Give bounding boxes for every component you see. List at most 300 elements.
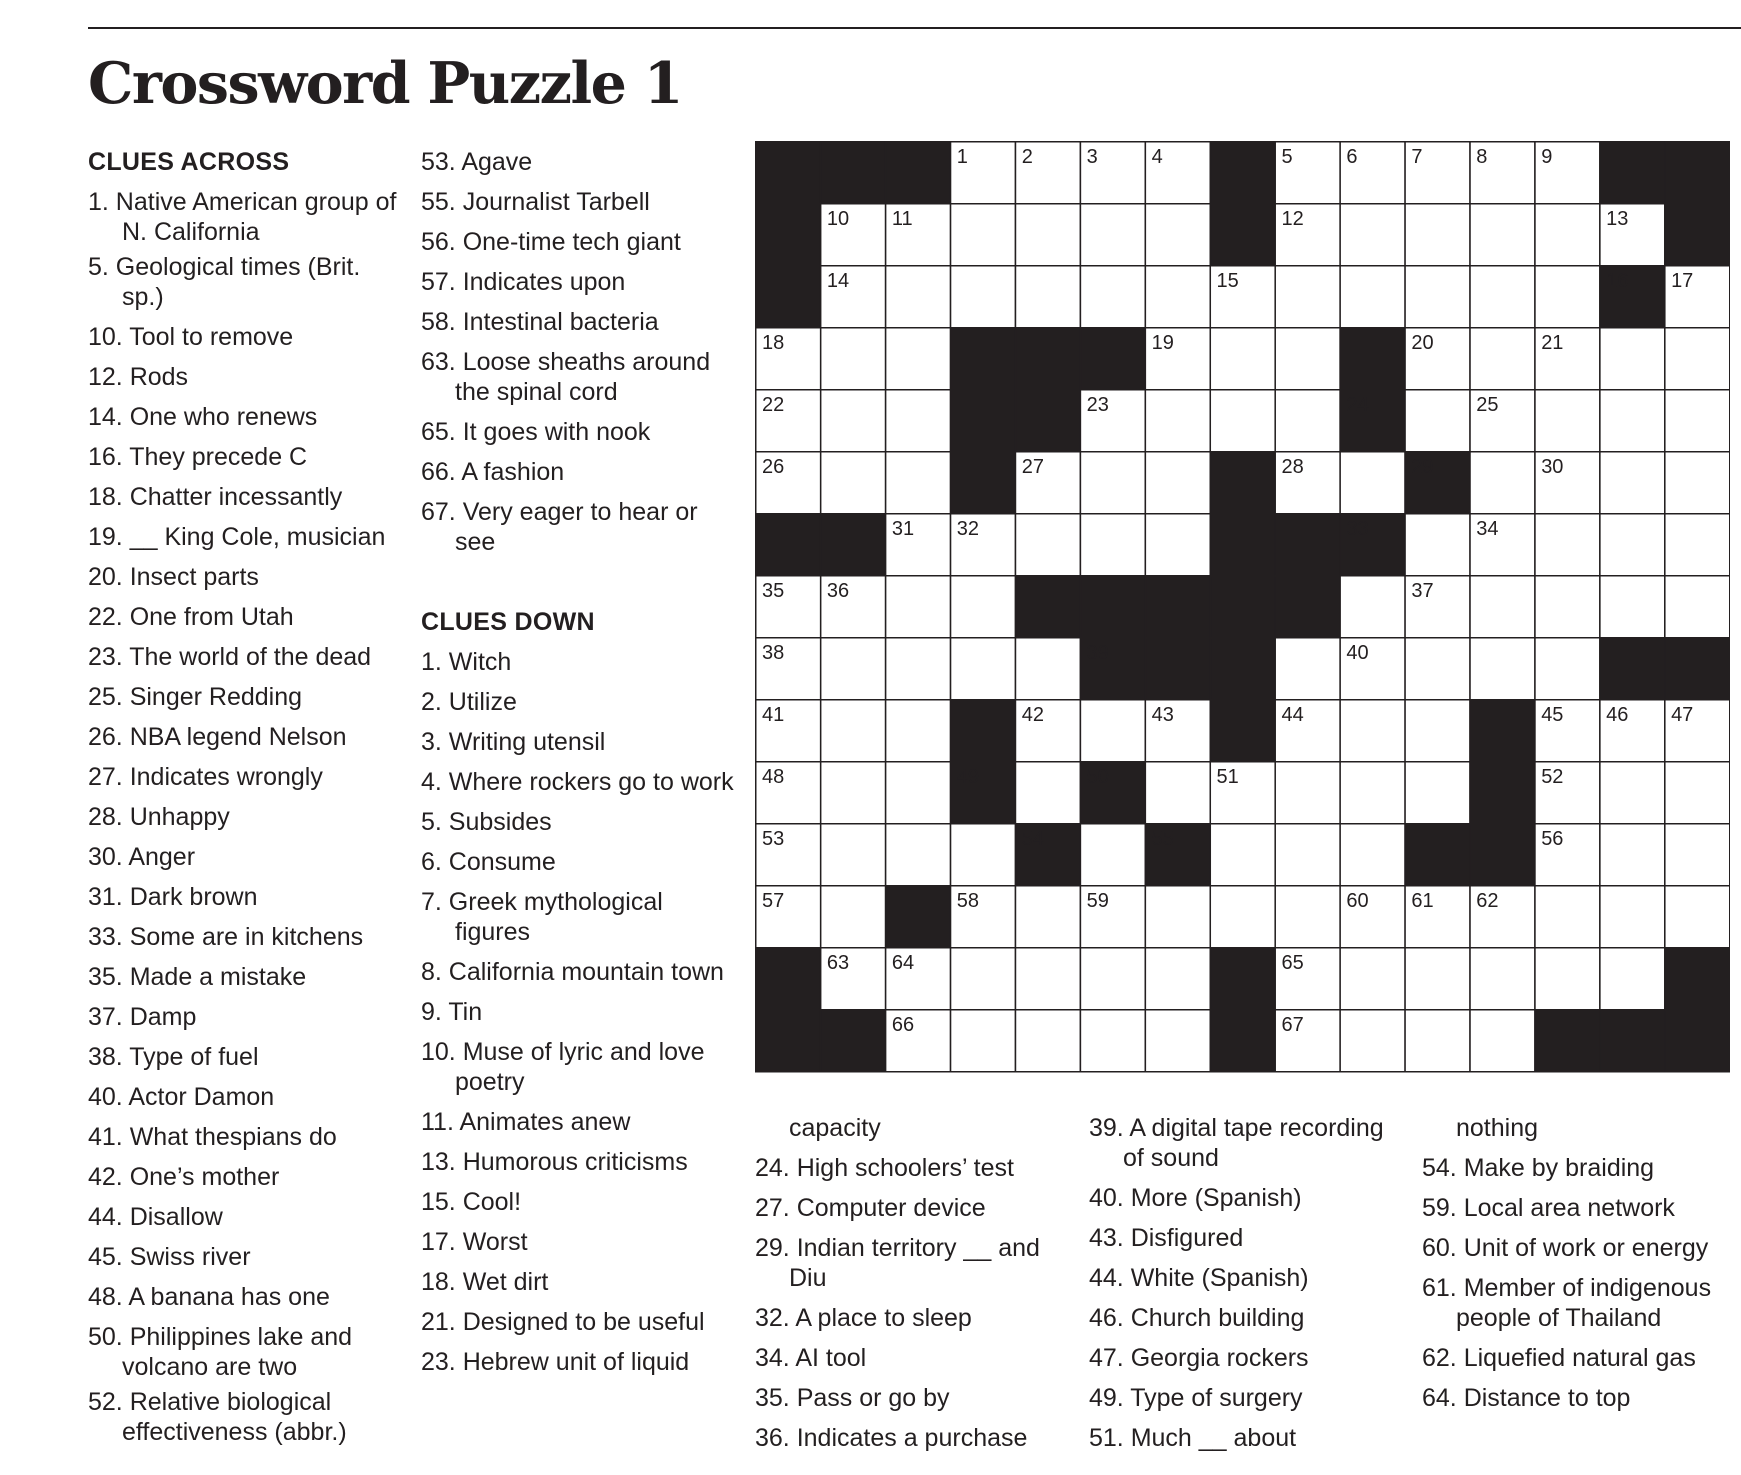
grid-cell[interactable] bbox=[1210, 328, 1275, 390]
grid-cell[interactable] bbox=[1665, 824, 1730, 886]
clue-item: 32. A place to sleep bbox=[755, 1304, 972, 1332]
clue-item: 14. One who renews bbox=[88, 403, 318, 431]
cell-number: 30 bbox=[1541, 456, 1564, 478]
cell-number: 48 bbox=[762, 766, 785, 788]
clues-heading: CLUES DOWN bbox=[421, 608, 595, 636]
grid-cell[interactable] bbox=[1600, 452, 1665, 514]
clue-item: 18. Chatter incessantly bbox=[88, 483, 343, 511]
grid-block bbox=[1210, 514, 1275, 576]
cell-number: 11 bbox=[891, 208, 913, 230]
clue-item: 52. Relative biological effectiveness (abbr.) bbox=[88, 1388, 347, 1446]
grid-cell[interactable] bbox=[1405, 948, 1470, 1010]
grid-cell[interactable] bbox=[1665, 328, 1730, 390]
clue-item: 12. Rods bbox=[88, 363, 189, 391]
grid-cell[interactable] bbox=[1665, 762, 1730, 824]
grid-cell[interactable] bbox=[1015, 204, 1080, 266]
grid-cell[interactable] bbox=[886, 824, 951, 886]
clue-item: 66. A fashion bbox=[421, 458, 565, 486]
grid-cell[interactable] bbox=[1600, 390, 1665, 452]
clue-item: 58. Intestinal bacteria bbox=[421, 308, 659, 336]
cell-number: 26 bbox=[762, 456, 785, 478]
clue-item: 62. Liquefied natural gas bbox=[1422, 1344, 1696, 1372]
cell-number: 27 bbox=[1021, 456, 1044, 478]
clue-item: 10. Tool to remove bbox=[88, 323, 294, 351]
clue-item: 55. Journalist Tarbell bbox=[421, 188, 650, 216]
grid-cell[interactable] bbox=[951, 266, 1016, 328]
grid-block bbox=[1470, 762, 1535, 824]
grid-cell[interactable] bbox=[1470, 328, 1535, 390]
clue-item: 35. Made a mistake bbox=[88, 963, 307, 991]
grid-cell[interactable] bbox=[886, 638, 951, 700]
grid-cell[interactable] bbox=[951, 576, 1016, 638]
grid-cell[interactable] bbox=[1145, 452, 1210, 514]
grid-cell[interactable] bbox=[1145, 886, 1210, 948]
clue-item: 1. Witch bbox=[421, 648, 512, 676]
clue-item: 51. Much __ about bbox=[1089, 1424, 1297, 1452]
clue-item: 28. Unhappy bbox=[88, 803, 230, 831]
cell-number: 4 bbox=[1151, 146, 1163, 168]
grid-block bbox=[1665, 948, 1730, 1010]
grid-cell[interactable] bbox=[1535, 266, 1600, 328]
grid-cell[interactable] bbox=[951, 638, 1016, 700]
grid-cell[interactable] bbox=[886, 328, 951, 390]
clue-item: 40. Actor Damon bbox=[88, 1083, 275, 1111]
grid-cell[interactable] bbox=[1145, 762, 1210, 824]
grid-cell[interactable] bbox=[1080, 1010, 1145, 1072]
grid-block bbox=[1600, 1010, 1665, 1072]
grid-cell[interactable] bbox=[1340, 824, 1405, 886]
cell-number: 9 bbox=[1541, 146, 1553, 168]
clue-item: 53. Agave bbox=[421, 148, 533, 176]
clue-item: 15. Cool! bbox=[421, 1188, 522, 1216]
grid-cell[interactable] bbox=[1600, 514, 1665, 576]
clue-item: 16. They precede C bbox=[88, 443, 308, 471]
grid-cell[interactable] bbox=[1470, 204, 1535, 266]
cell-number: 62 bbox=[1476, 890, 1499, 912]
grid-cell[interactable] bbox=[1080, 514, 1145, 576]
grid-block bbox=[951, 328, 1016, 390]
grid-block bbox=[1600, 638, 1665, 700]
grid-cell[interactable] bbox=[1210, 390, 1275, 452]
cell-number: 17 bbox=[1671, 270, 1694, 292]
clue-item: 2. Utilize bbox=[421, 688, 517, 716]
grid-cell[interactable] bbox=[1405, 762, 1470, 824]
clue-item: 48. A banana has one bbox=[88, 1283, 330, 1311]
cell-number: 43 bbox=[1151, 704, 1174, 726]
grid-block bbox=[1015, 390, 1080, 452]
grid-block bbox=[1015, 328, 1080, 390]
grid-cell[interactable] bbox=[886, 452, 951, 514]
grid-block bbox=[1080, 328, 1145, 390]
grid-cell[interactable] bbox=[1145, 390, 1210, 452]
clue-item: 33. Some are in kitchens bbox=[88, 923, 364, 951]
grid-block bbox=[1210, 700, 1275, 762]
grid-cell[interactable] bbox=[1470, 266, 1535, 328]
cell-number: 60 bbox=[1346, 890, 1369, 912]
grid-cell[interactable] bbox=[821, 452, 886, 514]
grid-cell[interactable] bbox=[821, 328, 886, 390]
cell-number: 34 bbox=[1476, 518, 1499, 540]
grid-cell[interactable] bbox=[1340, 204, 1405, 266]
grid-cell[interactable] bbox=[1275, 824, 1340, 886]
grid-block bbox=[1665, 638, 1730, 700]
grid-cell[interactable] bbox=[1405, 1010, 1470, 1072]
grid-cell[interactable] bbox=[1665, 514, 1730, 576]
cell-number: 55 bbox=[1151, 828, 1174, 850]
grid-cell[interactable] bbox=[1665, 390, 1730, 452]
grid-block bbox=[821, 514, 886, 576]
grid-block bbox=[1145, 638, 1210, 700]
cell-number: 32 bbox=[956, 518, 980, 540]
cell-number: 28 bbox=[1281, 456, 1304, 478]
grid-cell[interactable] bbox=[1470, 948, 1535, 1010]
clue-item: 54. Make by braiding bbox=[1422, 1154, 1655, 1182]
grid-block bbox=[1665, 1010, 1730, 1072]
grid-block bbox=[1665, 142, 1730, 204]
grid-cell[interactable] bbox=[1340, 762, 1405, 824]
grid-cell[interactable] bbox=[821, 700, 886, 762]
grid-cell[interactable] bbox=[1340, 266, 1405, 328]
grid-block bbox=[756, 266, 821, 328]
clues-column-2 bbox=[421, 142, 741, 1382]
clue-item: 34. AI tool bbox=[755, 1344, 867, 1372]
grid-cell[interactable] bbox=[1275, 762, 1340, 824]
clue-item: 26. NBA legend Nelson bbox=[88, 723, 347, 751]
clue-item: 30. Anger bbox=[88, 843, 196, 871]
grid-block bbox=[951, 390, 1016, 452]
cell-number: 54 bbox=[1021, 828, 1044, 850]
grid-block bbox=[1470, 824, 1535, 886]
cell-number: 36 bbox=[826, 580, 850, 602]
cell-number: 16 bbox=[1606, 270, 1629, 292]
clue-item: 50. Philippines lake and volcano are two bbox=[88, 1323, 353, 1381]
cell-number: 44 bbox=[1281, 704, 1304, 726]
clue-continuation: capacity bbox=[789, 1114, 881, 1142]
grid-cell[interactable] bbox=[886, 700, 951, 762]
clue-item: 21. Designed to be useful bbox=[421, 1308, 705, 1336]
grid-cell[interactable] bbox=[1405, 638, 1470, 700]
grid-cell[interactable] bbox=[1600, 948, 1665, 1010]
grid-cell[interactable] bbox=[1535, 390, 1600, 452]
grid-cell[interactable] bbox=[1600, 886, 1665, 948]
clue-item: 60. Unit of work or energy bbox=[1422, 1234, 1709, 1262]
grid-cell[interactable] bbox=[951, 948, 1016, 1010]
grid-block bbox=[1275, 576, 1340, 638]
clues-column-1 bbox=[88, 142, 408, 1452]
grid-cell[interactable] bbox=[1210, 886, 1275, 948]
clues-heading: CLUES ACROSS bbox=[88, 148, 290, 176]
grid-cell[interactable] bbox=[1535, 886, 1600, 948]
grid-cell[interactable] bbox=[1600, 576, 1665, 638]
clue-item: 24. High schoolers’ test bbox=[755, 1154, 1014, 1182]
grid-cell[interactable] bbox=[1600, 762, 1665, 824]
grid-cell[interactable] bbox=[1015, 948, 1080, 1010]
cell-number: 47 bbox=[1671, 704, 1694, 726]
grid-cell[interactable] bbox=[1665, 576, 1730, 638]
grid-block bbox=[821, 142, 886, 204]
grid-cell[interactable] bbox=[1665, 886, 1730, 948]
grid-block bbox=[1210, 452, 1275, 514]
grid-block bbox=[951, 700, 1016, 762]
cell-number: 18 bbox=[762, 332, 785, 354]
grid-cell[interactable] bbox=[821, 886, 886, 948]
cell-number: 40 bbox=[1346, 642, 1369, 664]
clue-item: 47. Georgia rockers bbox=[1089, 1344, 1309, 1372]
grid-cell[interactable] bbox=[1080, 204, 1145, 266]
clue-item: 8. California mountain town bbox=[421, 958, 724, 986]
grid-cell[interactable] bbox=[1080, 700, 1145, 762]
grid-cell[interactable] bbox=[1535, 576, 1600, 638]
clue-item: 49. Type of surgery bbox=[1089, 1384, 1303, 1412]
cell-number: 19 bbox=[1151, 332, 1174, 354]
grid-cell[interactable] bbox=[1405, 266, 1470, 328]
cell-number: 25 bbox=[1476, 394, 1499, 416]
grid-cell[interactable] bbox=[1405, 390, 1470, 452]
clue-item: 27. Computer device bbox=[755, 1194, 986, 1222]
grid-cell[interactable] bbox=[1340, 576, 1405, 638]
cell-number: 42 bbox=[1021, 704, 1044, 726]
clue-item: 40. More (Spanish) bbox=[1089, 1184, 1302, 1212]
clue-item: 4. Where rockers go to work bbox=[421, 768, 734, 796]
clue-item: 57. Indicates upon bbox=[421, 268, 626, 296]
clue-item: 64. Distance to top bbox=[1422, 1384, 1631, 1412]
clue-item: 23. Hebrew unit of liquid bbox=[421, 1348, 690, 1376]
grid-block bbox=[1145, 576, 1210, 638]
clue-item: 20. Insect parts bbox=[88, 563, 259, 591]
grid-cell[interactable] bbox=[1145, 1010, 1210, 1072]
cell-number: 37 bbox=[1411, 580, 1434, 602]
grid-cell[interactable] bbox=[821, 824, 886, 886]
clue-item: 35. Pass or go by bbox=[755, 1384, 950, 1412]
cell-number: 23 bbox=[1086, 394, 1109, 416]
cell-number: 38 bbox=[762, 642, 785, 664]
clue-item: 18. Wet dirt bbox=[421, 1268, 549, 1296]
clue-item: 3. Writing utensil bbox=[421, 728, 606, 756]
clue-item: 29. Indian territory __ and Diu bbox=[755, 1234, 1040, 1292]
grid-cell[interactable] bbox=[1665, 452, 1730, 514]
grid-block bbox=[1210, 638, 1275, 700]
clue-item: 5. Geological times (Brit. sp.) bbox=[88, 253, 361, 311]
cell-number: 59 bbox=[1086, 890, 1109, 912]
cell-number: 52 bbox=[1541, 766, 1564, 788]
clue-item: 61. Member of indigenous people of Thailand bbox=[1422, 1274, 1712, 1332]
grid-cell[interactable] bbox=[1210, 824, 1275, 886]
grid-cell[interactable] bbox=[1080, 266, 1145, 328]
grid-cell[interactable] bbox=[1405, 514, 1470, 576]
cell-number: 22 bbox=[762, 394, 785, 416]
clue-item: 7. Greek mythological figures bbox=[421, 888, 663, 946]
grid-cell[interactable] bbox=[1600, 824, 1665, 886]
grid-cell[interactable] bbox=[1015, 762, 1080, 824]
cell-number: 13 bbox=[1606, 208, 1629, 230]
grid-cell[interactable] bbox=[951, 204, 1016, 266]
clue-item: 65. It goes with nook bbox=[421, 418, 651, 446]
clue-item: 59. Local area network bbox=[1422, 1194, 1675, 1222]
grid-cell[interactable] bbox=[1080, 452, 1145, 514]
clue-item: 31. Dark brown bbox=[88, 883, 258, 911]
grid-cell[interactable] bbox=[821, 638, 886, 700]
grid-cell[interactable] bbox=[1015, 1010, 1080, 1072]
grid-block bbox=[886, 886, 951, 948]
grid-cell[interactable] bbox=[1275, 886, 1340, 948]
grid-cell[interactable] bbox=[1145, 514, 1210, 576]
clue-continuation: nothing bbox=[1456, 1114, 1539, 1142]
clues-column-3 bbox=[755, 1108, 1060, 1458]
clue-item: 44. Disallow bbox=[88, 1203, 223, 1231]
grid-block bbox=[1405, 824, 1470, 886]
cell-number: 15 bbox=[1216, 270, 1239, 292]
clue-item: 13. Humorous criticisms bbox=[421, 1148, 688, 1176]
grid-block bbox=[1210, 1010, 1275, 1072]
cell-number: 46 bbox=[1606, 704, 1629, 726]
grid-cell[interactable] bbox=[951, 1010, 1016, 1072]
grid-cell[interactable] bbox=[1470, 452, 1535, 514]
grid-block bbox=[1210, 204, 1275, 266]
grid-cell[interactable] bbox=[1275, 638, 1340, 700]
grid-block bbox=[1275, 514, 1340, 576]
grid-cell[interactable] bbox=[1015, 638, 1080, 700]
grid-cell[interactable] bbox=[1340, 452, 1405, 514]
section-spacer bbox=[421, 562, 741, 602]
grid-cell[interactable] bbox=[886, 576, 951, 638]
grid-cell[interactable] bbox=[1275, 266, 1340, 328]
grid-cell[interactable] bbox=[1535, 204, 1600, 266]
grid-cell[interactable] bbox=[1015, 886, 1080, 948]
grid-cell[interactable] bbox=[1015, 514, 1080, 576]
grid-cell[interactable] bbox=[1015, 266, 1080, 328]
grid-cell[interactable] bbox=[1340, 1010, 1405, 1072]
cell-number: 56 bbox=[1541, 828, 1564, 850]
cell-number: 41 bbox=[762, 704, 785, 726]
cell-number: 31 bbox=[891, 518, 915, 540]
cell-number: 53 bbox=[762, 828, 785, 850]
clue-item: 36. Indicates a purchase bbox=[755, 1424, 1028, 1452]
cell-number: 2 bbox=[1021, 146, 1033, 168]
cell-number: 39 bbox=[1086, 642, 1109, 664]
cell-number: 29 bbox=[1411, 456, 1434, 478]
grid-block bbox=[756, 948, 821, 1010]
clue-item: 44. White (Spanish) bbox=[1089, 1264, 1309, 1292]
clue-item: 43. Disfigured bbox=[1089, 1224, 1244, 1252]
grid-cell[interactable] bbox=[821, 390, 886, 452]
grid-block bbox=[1015, 576, 1080, 638]
clue-item: 37. Damp bbox=[88, 1003, 197, 1031]
grid-cell[interactable] bbox=[1405, 204, 1470, 266]
clue-item: 56. One-time tech giant bbox=[421, 228, 681, 256]
grid-cell[interactable] bbox=[1470, 1010, 1535, 1072]
grid-cell[interactable] bbox=[886, 266, 951, 328]
grid-block bbox=[756, 142, 821, 204]
cell-number: 65 bbox=[1281, 952, 1304, 974]
grid-block bbox=[756, 514, 821, 576]
grid-block bbox=[886, 142, 951, 204]
top-divider bbox=[88, 27, 1741, 29]
cell-number: 12 bbox=[1281, 208, 1304, 230]
grid-block bbox=[1210, 948, 1275, 1010]
clue-item: 46. Church building bbox=[1089, 1304, 1305, 1332]
cell-number: 66 bbox=[891, 1014, 915, 1036]
grid-block bbox=[1535, 1010, 1600, 1072]
cell-number: 24 bbox=[1346, 394, 1369, 416]
grid-cell[interactable] bbox=[886, 762, 951, 824]
grid-cell[interactable] bbox=[1080, 948, 1145, 1010]
grid-cell[interactable] bbox=[1340, 700, 1405, 762]
clues-column-5 bbox=[1422, 1108, 1738, 1418]
cell-number: 50 bbox=[1086, 766, 1109, 788]
cell-number: 14 bbox=[826, 270, 850, 292]
clue-item: 38. Type of fuel bbox=[88, 1043, 259, 1071]
grid-cell[interactable] bbox=[951, 824, 1016, 886]
clue-item: 1. Native American group of N. California bbox=[88, 188, 397, 246]
grid-block bbox=[756, 204, 821, 266]
cell-number: 33 bbox=[1346, 518, 1369, 540]
grid-cell[interactable] bbox=[1145, 204, 1210, 266]
cell-number: 49 bbox=[956, 766, 980, 788]
cell-number: 10 bbox=[826, 208, 850, 230]
cell-number: 20 bbox=[1411, 332, 1434, 354]
cell-number: 5 bbox=[1281, 146, 1293, 168]
cell-number: 51 bbox=[1216, 766, 1239, 788]
clue-item: 22. One from Utah bbox=[88, 603, 294, 631]
grid-cell[interactable] bbox=[821, 762, 886, 824]
grid-block bbox=[756, 1010, 821, 1072]
grid-cell[interactable] bbox=[1470, 638, 1535, 700]
grid-cell[interactable] bbox=[1275, 328, 1340, 390]
clue-item: 42. One’s mother bbox=[88, 1163, 280, 1191]
grid-block bbox=[1080, 576, 1145, 638]
grid-cell[interactable] bbox=[1080, 824, 1145, 886]
cell-number: 3 bbox=[1086, 146, 1098, 168]
grid-cell[interactable] bbox=[1275, 390, 1340, 452]
cell-number: 35 bbox=[762, 580, 785, 602]
grid-block bbox=[951, 452, 1016, 514]
clue-item: 63. Loose sheaths around the spinal cord bbox=[421, 348, 711, 406]
clue-item: 23. The world of the dead bbox=[88, 643, 372, 671]
clue-item: 9. Tin bbox=[421, 998, 483, 1026]
grid-block bbox=[1210, 576, 1275, 638]
grid-block bbox=[1470, 700, 1535, 762]
grid-cell[interactable] bbox=[1145, 266, 1210, 328]
cell-number: 63 bbox=[826, 952, 850, 974]
cell-number: 45 bbox=[1541, 704, 1564, 726]
clue-item: 45. Swiss river bbox=[88, 1243, 251, 1271]
clue-item: 10. Muse of lyric and love poetry bbox=[421, 1038, 705, 1096]
grid-cell[interactable] bbox=[1535, 948, 1600, 1010]
cell-number: 7 bbox=[1411, 146, 1423, 168]
grid-cell[interactable] bbox=[886, 390, 951, 452]
cell-number: 64 bbox=[891, 952, 915, 974]
cell-number: 58 bbox=[956, 890, 980, 912]
clue-item: 25. Singer Redding bbox=[88, 683, 303, 711]
clue-item: 17. Worst bbox=[421, 1228, 528, 1256]
grid-cell[interactable] bbox=[1535, 638, 1600, 700]
cell-number: 67 bbox=[1281, 1014, 1304, 1036]
grid-cell[interactable] bbox=[1340, 948, 1405, 1010]
grid-cell[interactable] bbox=[1405, 700, 1470, 762]
clue-item: 39. A digital tape recording of sound bbox=[1089, 1114, 1384, 1172]
grid-block bbox=[1210, 142, 1275, 204]
cell-number: 8 bbox=[1476, 146, 1488, 168]
crossword-grid bbox=[755, 141, 1730, 1073]
grid-cell[interactable] bbox=[1470, 576, 1535, 638]
clue-item: 41. What thespians do bbox=[88, 1123, 337, 1151]
clue-item: 27. Indicates wrongly bbox=[88, 763, 323, 791]
cell-number: 57 bbox=[762, 890, 785, 912]
grid-cell[interactable] bbox=[1600, 328, 1665, 390]
grid-cell[interactable] bbox=[1145, 948, 1210, 1010]
grid-cell[interactable] bbox=[1535, 514, 1600, 576]
grid-block bbox=[1340, 328, 1405, 390]
